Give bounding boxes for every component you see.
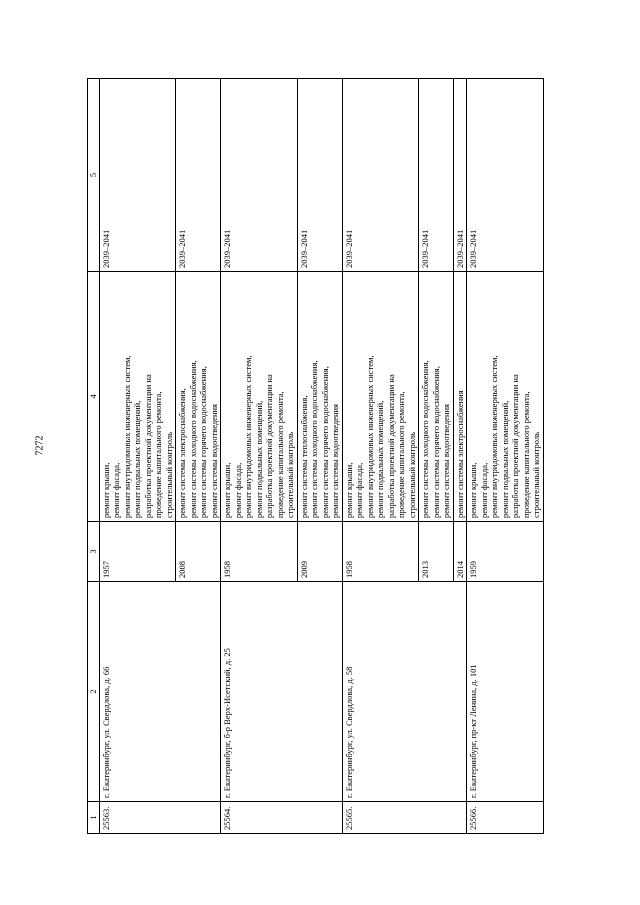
table-body [88,79,544,834]
work-item: ремонт подвальных помещений, [253,400,264,518]
work-item: проведение капитального ремонта, [153,391,163,518]
work-item: проведение капитального ремонта, [396,391,406,518]
year: 2009 [297,522,342,582]
work-item: ремонт внутридомовых инженерных систем, [489,355,499,518]
work-item: ремонт крыши, [222,462,232,518]
work-item: ремонт системы электроснабжения [454,390,465,518]
work-item: ремонт системы теплоснабжения, [298,395,309,518]
year: 1959 [467,522,544,582]
work-item: ремонт фасада, [232,462,243,518]
work-item: ремонт подвальных помещений, [132,400,142,518]
entry-number: 25564. [221,802,343,834]
work-item: ремонт системы холодного водоснабжения, [309,360,319,518]
address: г. Екатеринбург, пр-кт Ленина, д. 101 [467,582,544,802]
column-header: 2 [88,582,100,802]
work-item: строительный контроль [531,431,541,518]
entry-number: 25563. [99,802,221,834]
period: 2039–2041 [467,79,544,272]
work-item: разработка проектной документации на [510,374,520,518]
works-list [453,272,467,522]
works-list [467,272,544,522]
work-item: ремонт крыши, [468,462,478,518]
work-item: ремонт внутридомовых инженерных систем, [364,355,375,518]
works-list [176,272,221,522]
table-row [221,79,298,834]
year: 1958 [221,522,298,582]
page-number: 7272 [34,435,46,456]
work-item: ремонт системы горячего водоснабжения, [430,366,441,518]
column-header: 3 [88,522,100,582]
entry-number: 25565. [342,802,467,834]
work-item: ремонт подвальных помещений, [375,400,385,518]
work-item: ремонт системы водоотведения [330,404,340,518]
works-list [221,272,298,522]
work-item: ремонт фасада, [478,462,489,518]
work-item: ремонт системы водоотведения [208,404,219,518]
work-item: ремонт внутридомовых инженерных систем, [121,355,132,518]
column-header: 4 [88,272,100,522]
address: г. Екатеринбург, б-р Верх-Исетский, д. 25 [221,582,343,802]
work-item: ремонт фасада, [354,462,364,518]
period: 2039–2041 [99,79,176,272]
period: 2039–2041 [453,79,467,272]
works-list [342,272,419,522]
work-item: ремонт фасада, [111,462,121,518]
period: 2039–2041 [342,79,419,272]
period: 2039–2041 [297,79,342,272]
work-item: строительный контроль [163,431,174,518]
table-row [99,79,176,834]
work-item: ремонт системы горячего водоснабжения, [319,366,330,518]
period: 2039–2041 [419,79,454,272]
work-item: разработка проектной документации на [264,374,274,518]
period: 2039–2041 [221,79,298,272]
work-item: ремонт подвальных помещений, [499,400,510,518]
table-row [467,79,544,834]
work-item: проведение капитального ремонта, [274,391,285,518]
year: 2014 [453,522,467,582]
repair-schedule-table [87,78,544,834]
address: г. Екатеринбург, ул. Свердлова, д. 58 [342,582,467,802]
year: 2008 [176,522,221,582]
work-item: ремонт системы электроснабжения, [177,388,187,518]
work-item: ремонт внутридомовых инженерных систем, [243,355,253,518]
year: 2013 [419,522,454,582]
work-item: ремонт системы холодного водоснабжения, [420,360,430,518]
column-number-row [88,79,100,834]
column-header: 5 [88,79,100,272]
work-item: ремонт системы холодного водоснабжения, [187,360,198,518]
entry-number: 25566. [467,802,544,834]
work-item: разработка проектной документации на [385,374,396,518]
column-header: 1 [88,802,100,834]
year: 1957 [99,522,176,582]
rotated-page [87,79,600,834]
work-item: проведение капитального ремонта, [520,391,531,518]
period: 2039–2041 [176,79,221,272]
work-item: ремонт крыши, [343,462,354,518]
work-item: ремонт системы горячего водоснабжения, [198,366,208,518]
work-item: ремонт системы водоотведения [441,404,451,518]
works-list [99,272,176,522]
table-row [342,79,419,834]
year: 1958 [342,522,419,582]
work-item: ремонт крыши, [100,462,111,518]
works-list [297,272,342,522]
work-item: строительный контроль [285,431,295,518]
work-item: строительный контроль [406,431,417,518]
address: г. Екатеринбург, ул. Свердлова, д. 66 [99,582,221,802]
works-list [419,272,454,522]
work-item: разработка проектной документации на [142,374,153,518]
